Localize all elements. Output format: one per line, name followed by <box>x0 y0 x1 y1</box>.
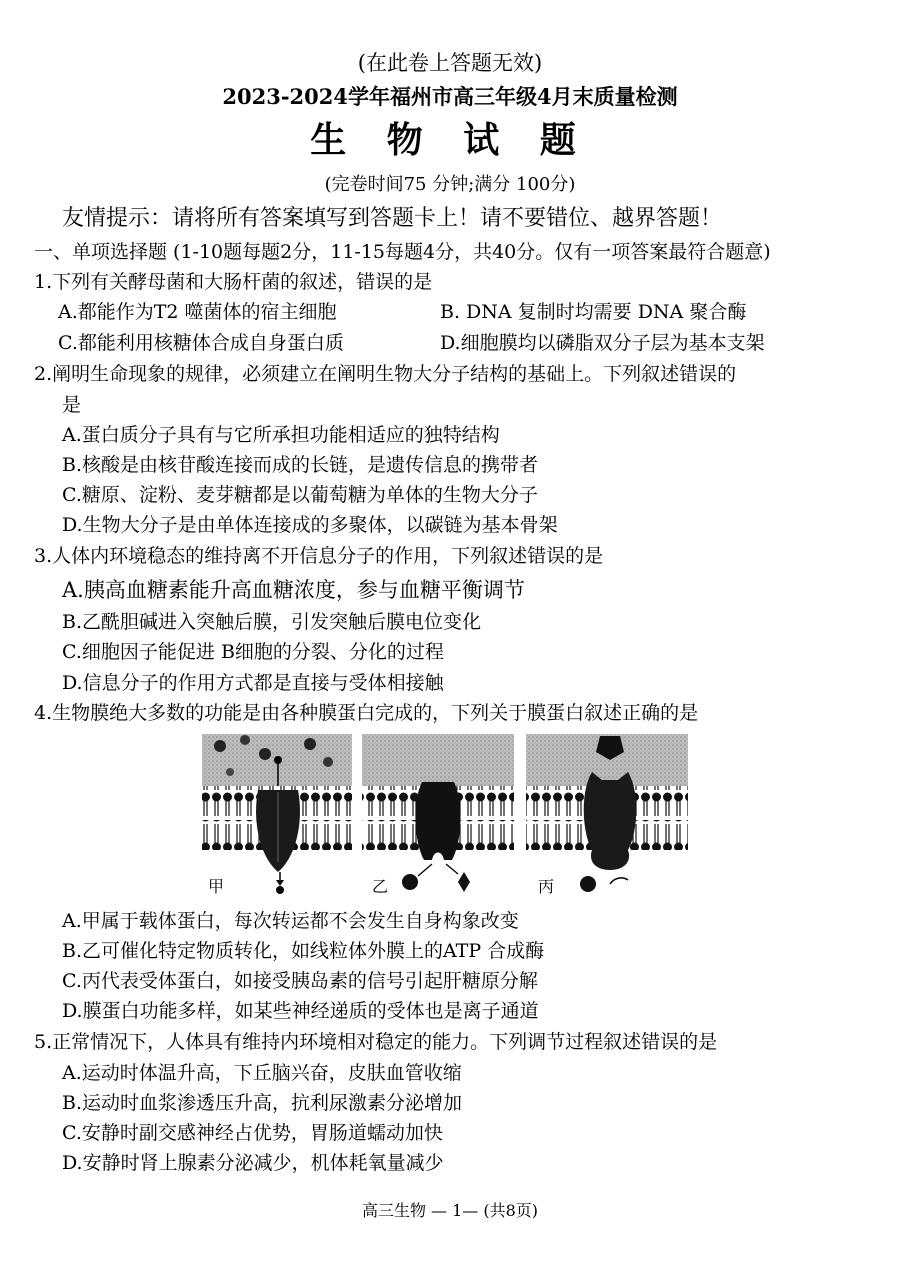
q2-option-a: A.蛋白质分子具有与它所承担功能相适应的独特结构 <box>62 424 500 446</box>
q1-stem: 1.下列有关酵母菌和大肠杆菌的叙述，错误的是 <box>34 271 433 293</box>
q3-option-d: D.信息分子的作用方式都是直接与受体相接触 <box>62 672 444 694</box>
q4-option-a: A.甲属于载体蛋白，每次转运都不会发生自身构象改变 <box>62 910 519 932</box>
friendly-tip: 友情提示：请将所有答案填写到答题卡上！请不要错位、越界答题！ <box>62 206 723 231</box>
fig-label-bing: 丙 <box>538 877 555 896</box>
q4-option-b: B.乙可催化特定物质转化，如线粒体外膜上的ATP 合成酶 <box>62 940 545 962</box>
page-footer: 高三生物 — 1— (共8页) <box>361 1201 539 1220</box>
q4-stem: 4.生物膜绝大多数的功能是由各种膜蛋白完成的，下列关于膜蛋白叙述正确的是 <box>34 702 699 724</box>
q2-option-b: B.核酸是由核苷酸连接而成的长链，是遗传信息的携带者 <box>62 454 539 476</box>
q5-option-c: C.安静时副交感神经占优势，胃肠道蠕动加快 <box>62 1122 443 1144</box>
fig-label-yi: 乙 <box>372 877 389 896</box>
q4-option-d: D.膜蛋白功能多样，如某些神经递质的受体也是离子通道 <box>62 1000 539 1022</box>
subject-title: 生 物 试 题 <box>310 119 590 161</box>
time-score: (完卷时间75 分钟;满分 100分) <box>324 174 576 195</box>
exam-name: 2023-2024学年福州市高三年级4月末质量检测 <box>222 84 678 109</box>
panel-bing <box>526 734 688 896</box>
q5-option-d: D.安静时肾上腺素分泌减少，机体耗氧量减少 <box>62 1152 444 1174</box>
q1-option-d: D.细胞膜均以磷脂双分子层为基本支架 <box>440 332 765 354</box>
q1-option-a: A.都能作为T2 噬菌体的宿主细胞 <box>58 301 337 323</box>
panel-jia <box>202 734 352 896</box>
panel-yi <box>362 734 514 896</box>
q1-option-b: B. DNA 复制时均需要 DNA 聚合酶 <box>440 301 747 323</box>
q2-option-d: D.生物大分子是由单体连接成的多聚体，以碳链为基本骨架 <box>62 514 558 536</box>
q2-stem-line1: 2.阐明生命现象的规律，必须建立在阐明生物大分子结构的基础上。下列叙述错误的 <box>34 363 737 385</box>
q2-option-c: C.糖原、淀粉、麦芽糖都是以葡萄糖为单体的生物大分子 <box>62 484 538 506</box>
q2-stem-line2: 是 <box>62 394 82 416</box>
q3-option-a: A.胰高血糖素能升高血糖浓度，参与血糖平衡调节 <box>62 578 525 602</box>
q3-option-b: B.乙酰胆碱进入突触后膜，引发突触后膜电位变化 <box>62 611 482 633</box>
q3-option-c: C.细胞因子能促进 B细胞的分裂、分化的过程 <box>62 641 444 663</box>
q5-option-a: A.运动时体温升高，下丘脑兴奋，皮肤血管收缩 <box>62 1062 462 1084</box>
q4-option-c: C.丙代表受体蛋白，如接受胰岛素的信号引起肝糖原分解 <box>62 970 538 992</box>
fig-label-jia: 甲 <box>208 877 225 896</box>
q1-option-c: C.都能利用核糖体合成自身蛋白质 <box>58 332 344 354</box>
q5-stem: 5.正常情况下，人体具有维持内环境相对稳定的能力。下列调节过程叙述错误的是 <box>34 1031 718 1053</box>
section-heading: 一、单项选择题 (1-10题每题2分，11-15每题4分，共40分。仅有一项答案最符合题意) <box>34 241 771 263</box>
invalid-note: (在此卷上答题无效) <box>357 51 543 75</box>
membrane-protein-figure <box>200 732 690 898</box>
q5-option-b: B.运动时血浆渗透压升高，抗利尿激素分泌增加 <box>62 1092 463 1114</box>
q3-stem: 3.人体内环境稳态的维持离不开信息分子的作用，下列叙述错误的是 <box>34 545 604 567</box>
